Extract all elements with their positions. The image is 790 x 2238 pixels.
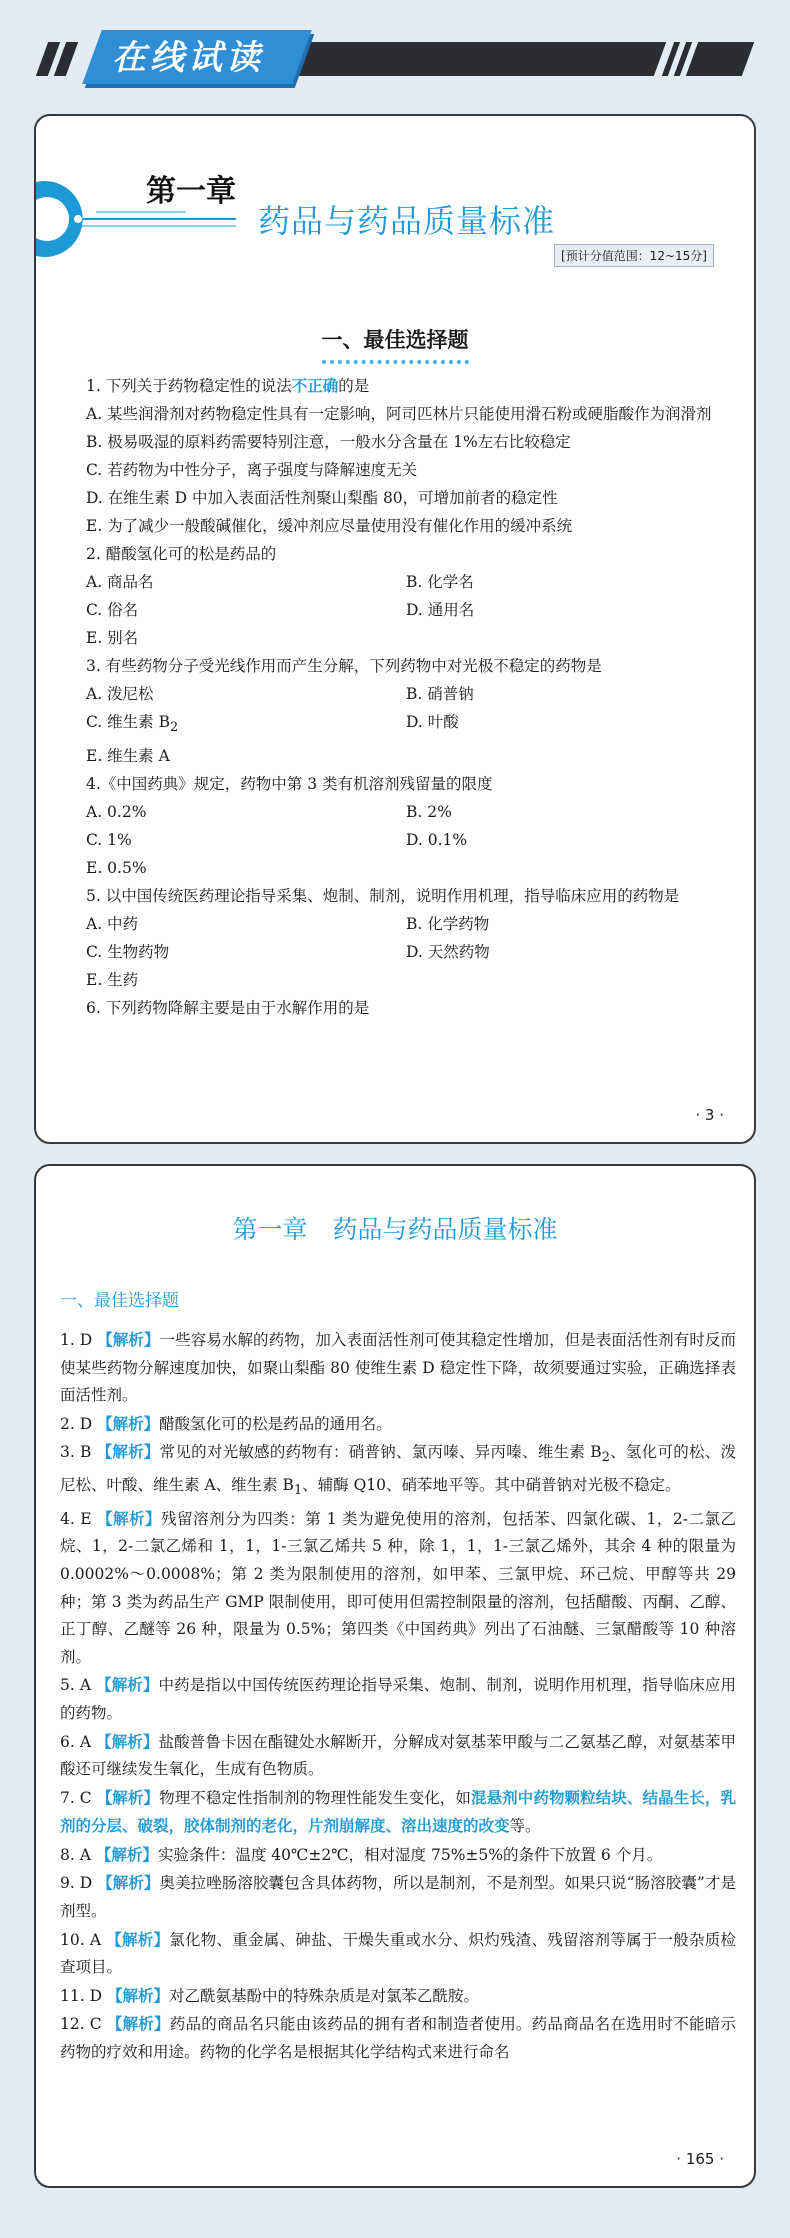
question-3: 3. 有些药物分子受光线作用而产生分解，下列药物中对光极不稳定的药物是 [86, 657, 602, 675]
option: A. 中药 [86, 915, 139, 934]
answer-key: 9. D [60, 1874, 93, 1893]
subscript: 1 [293, 1483, 303, 1499]
option: E. 0.5% [86, 859, 147, 878]
question-highlight: 不正确 [291, 376, 339, 395]
answer-highlight: 混悬剂中药物颗粒结块、结晶生长，乳剂的分层、破裂，胶体制剂的老化，片剂崩解度、溶出速度的改变 [60, 1787, 736, 1836]
analysis-tag: 【解析】 [106, 1929, 170, 1949]
option: B. 化学药物 [406, 915, 490, 934]
answer-9 [60, 1869, 736, 1925]
answer-12 [60, 2010, 736, 2066]
chapter-label: 第一章 [146, 174, 236, 209]
answer-key: 6. A [60, 1732, 92, 1751]
option: E. 别名 [86, 629, 139, 647]
analysis-tag: 【解析】 [106, 2014, 170, 2034]
option: E. 维生素 A [86, 747, 170, 766]
option: B. 化学名 [406, 573, 474, 591]
banner-stripe [686, 42, 754, 76]
analysis-tag: 【解析】 [97, 1330, 160, 1349]
answer-key: 7. C [60, 1788, 92, 1807]
option: C. 俗名 [86, 601, 139, 619]
answer-5 [60, 1671, 736, 1727]
option [86, 708, 406, 742]
option-grid [86, 910, 726, 994]
question-6: 6. 下列药物降解主要是由于水解作用的是 [86, 999, 370, 1018]
chapter-title: 第一章 药品与药品质量标准 [232, 1215, 558, 1244]
answer-text: 常见的对光敏感的药物有：硝普钠、氯丙嗪、异丙嗪、维生素 B [159, 1443, 602, 1462]
subscript: 2 [169, 720, 179, 736]
option: C. 1% [86, 831, 132, 850]
question-text: 1. 下列关于药物稳定性的说法 [86, 377, 292, 395]
answer-text: 奥美拉唑肠溶胶囊包含具体药物，所以是制剂，不是剂型。如果只说“肠溶胶囊”才是剂型。 [60, 1874, 736, 1921]
page-card-2 [34, 1164, 756, 2188]
option-grid [86, 798, 726, 882]
answer-text: 、氢化可的松、泼尼松、叶酸、维生素 A、维生素 B [60, 1443, 736, 1495]
answer-6 [60, 1728, 736, 1784]
analysis-tag: 【解析】 [97, 1413, 160, 1433]
page-number: · 3 · [695, 1106, 724, 1124]
option: D. 叶酸 [406, 713, 459, 731]
answer-key: 2. D [60, 1414, 93, 1433]
answer-4 [60, 1505, 736, 1672]
option: E. 生药 [86, 971, 139, 990]
section-heading: 一、最佳选择题 [60, 1291, 179, 1311]
answer-text: 物理不稳定性指制剂的物理性能发生变化，如 [159, 1788, 471, 1807]
option: D. 在维生素 D 中加入表面活性剂聚山梨酯 80，可增加前者的稳定性 [86, 489, 558, 507]
banner-title: 在线试读 [112, 38, 264, 78]
option-grid [86, 680, 726, 770]
answer-2 [60, 1410, 736, 1439]
analysis-tag: 【解析】 [106, 1985, 169, 2005]
score-range-badge: [预计分值范围：12~15分] [554, 244, 714, 267]
option: A. 某些润滑剂对药物稳定性具有一定影响，阿司匹林片只能使用滑石粉或硬脂酸作为润滑剂 [86, 405, 712, 423]
option: B. 极易吸湿的原料药需要特别注意，一般水分含量在 1%左右比较稳定 [86, 433, 571, 451]
answer-key: 5. A [60, 1676, 92, 1695]
answer-key: 10. A [60, 1930, 102, 1949]
answer-text: 一些容易水解的药物，加入表面活性剂可使其稳定性增加，但是表面活性剂有时反而使某些药物分解速度加快，如聚山梨酯 80 使维生素 D 稳定性下降，故须要通过实验，正确选择表面活性剂。 [60, 1331, 736, 1405]
analysis-tag: 【解析】 [97, 1508, 162, 1528]
analysis-tag: 【解析】 [96, 1787, 160, 1807]
analysis-tag: 【解析】 [97, 1873, 160, 1893]
answer-key: 3. B [60, 1443, 92, 1462]
section-heading [36, 324, 754, 364]
analysis-tag: 【解析】 [96, 1442, 160, 1462]
header-banner [0, 0, 790, 100]
question-1 [86, 372, 726, 400]
analysis-tag: 【解析】 [95, 1844, 158, 1864]
answer-text: 氯化物、重金属、砷盐、干燥失重或水分、炽灼残渣、残留溶剂等属于一般杂质检查项目。 [60, 1930, 736, 1977]
answer-text: 对乙酰氨基酚中的特殊杂质是对氯苯乙酰胺。 [168, 1986, 479, 2005]
answer-key: 8. A [60, 1845, 91, 1864]
answer-8 [60, 1841, 736, 1870]
answer-key: 12. C [60, 2015, 102, 2034]
answer-text: 残留溶剂分为四类：第 1 类为避免使用的溶剂，包括苯、四氯化碳、1，2-二氯乙烷、1，2-二氯乙烯和 1，1，1-三氯乙烯共 5 种，除 1，1，1-三氯乙烯外，其余 4 种的限量为 0.0002%～0.0008%；第 2 类为限制使用的溶剂，如甲苯、三氯甲烷、环己烷、甲醇等共 29 种；第 3 类为药品生产 GMP 限制使用，即可使用但需控制限量的溶剂，包括醋酸、丙酮、乙醇、正丁醇、乙醚等 26 种，限量为 0.5%；第四类《中国药典》列出了石油醚、三氯醋酸等 10 种溶剂。 [60, 1509, 736, 1666]
option: B. 硝普钠 [406, 685, 474, 703]
option: E. 为了减少一般酸碱催化，缓冲剂应尽量使用没有催化作用的缓冲系统 [86, 517, 573, 535]
answer-text: 中药是指以中国传统医药理论指导采集、炮制、制剂，说明作用机理，指导临床应用的药物。 [60, 1676, 736, 1722]
question-2: 2. 醋酸氢化可的松是药品的 [86, 545, 277, 563]
question-text: 的是 [338, 377, 370, 395]
answer-key: 1. D [60, 1331, 93, 1349]
question-4: 4.《中国药典》规定，药物中第 3 类有机溶剂残留量的限度 [86, 775, 493, 794]
question-5: 5. 以中国传统医药理论指导采集、炮制、制剂，说明作用机理，指导临床应用的药物是 [86, 887, 680, 906]
section-heading-text: 一、最佳选择题 [322, 324, 469, 364]
option: D. 天然药物 [406, 943, 490, 962]
question-list [86, 372, 726, 1022]
option: D. 通用名 [406, 601, 475, 619]
banner-stripe [294, 42, 666, 76]
option: D. 0.1% [406, 831, 468, 850]
option: C. 若药物为中性分子，离子强度与降解速度无关 [86, 461, 418, 479]
page-card-1 [34, 114, 756, 1144]
answer-1 [60, 1326, 736, 1410]
answer-text: 药品的商品名只能由该药品的拥有者和制造者使用。药品商品名在选用时不能暗示药物的疗效和用途。药物的化学名是根据其化学结构式来进行命名 [60, 2015, 736, 2062]
option-grid [86, 568, 726, 652]
option-text: C. 维生素 B [86, 713, 170, 731]
answer-11 [60, 1982, 736, 2011]
answer-text: 实验条件：温度 40℃±2℃，相对湿度 75%±5%的条件下放置 6 个月。 [157, 1845, 663, 1864]
option: A. 商品名 [86, 573, 154, 591]
answer-text: 盐酸普鲁卡因在酯键处水解断开，分解成对氨基苯甲酸与二乙氨基乙醇，对氨基苯甲酸还可继续发生氧化，生成有色物质。 [60, 1732, 736, 1779]
answer-3 [60, 1438, 736, 1504]
option: B. 2% [406, 803, 452, 822]
option: A. 0.2% [86, 803, 147, 822]
subscript: 2 [601, 1450, 610, 1466]
answer-text: 、辅酶 Q10、硝苯地平等。其中硝普钠对光极不稳定。 [302, 1476, 681, 1495]
answer-key: 11. D [60, 1986, 103, 2005]
answer-10 [60, 1926, 736, 1982]
answer-text: 醋酸氢化可的松是药品的通用名。 [159, 1414, 392, 1433]
analysis-tag: 【解析】 [96, 1675, 159, 1695]
answer-text: 等。 [509, 1817, 541, 1836]
chapter-title: 药品与药品质量标准 [258, 202, 556, 240]
option: A. 泼尼松 [86, 685, 154, 703]
analysis-tag: 【解析】 [96, 1731, 159, 1751]
answer-7 [60, 1784, 736, 1841]
answer-key: 4. E [60, 1509, 92, 1528]
answer-list [60, 1326, 736, 2067]
page-number: · 165 · [676, 2150, 724, 2168]
option: C. 生物药物 [86, 943, 170, 962]
